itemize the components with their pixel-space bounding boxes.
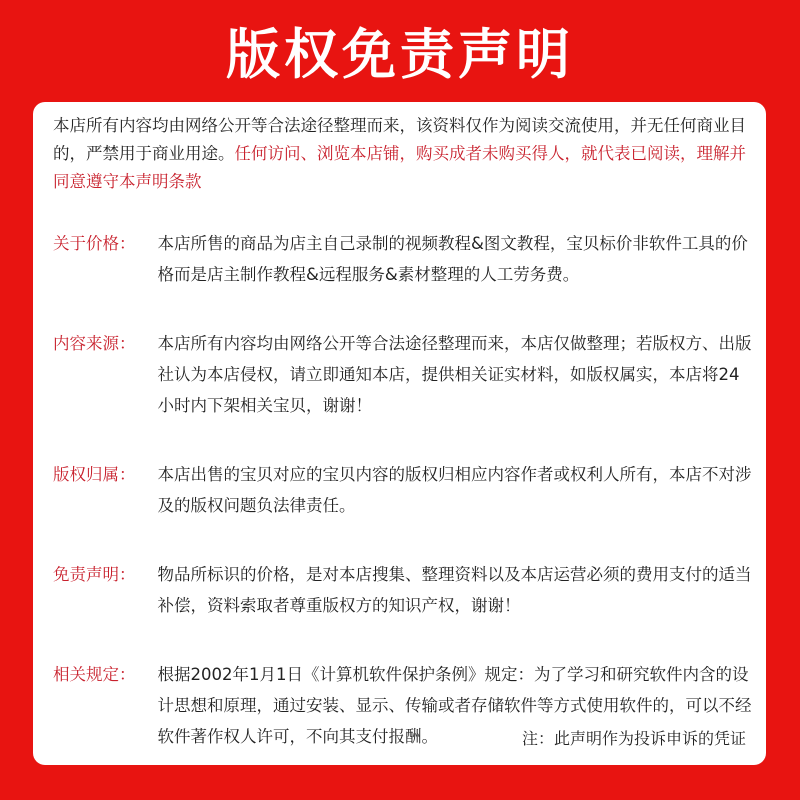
section-text: 本店所售的商品为店主自己录制的视频教程&图文教程，宝贝标价非软件工具的价格而是店主制作教程&远程服务&素材整理的人工劳务费。 (157, 234, 748, 284)
section-label: 免责声明： (53, 565, 136, 584)
section-label: 相关规定： (53, 665, 136, 684)
section-source (53, 328, 753, 421)
section-text: 本店出售的宝贝对应的宝贝内容的版权归相应内容作者或权利人所有，本店不对涉及的版权问题负法律责任。 (157, 465, 752, 515)
section-copyright (53, 459, 753, 521)
section-text: 本店所有内容均由网络公开等合法途径整理而来，本店仅做整理；若版权方、出版社认为本店侵权，请立即通知本店，提供相关证实材料，如版权属实，本店将24小时内下架相关宝贝，谢谢！ (157, 334, 752, 415)
statement-card (33, 102, 766, 765)
page-title: 版权免责声明 (226, 23, 574, 86)
intro-highlight: 任何访问、浏览本店铺，购买成者未购买得人，就代表已阅读，理解并同意遵守本声明条款 (53, 144, 746, 191)
section-text: 根据2002年1月1日《计算机软件保护条例》规定：为了学习和研究软件内含的设计思想和原理，通过安装、显示、传输或者存储软件等方式使用软件的，可以不经软件著作权人许可，不向其支付报酬。 (157, 665, 752, 746)
section-label: 内容来源： (53, 334, 136, 353)
section-text: 物品所标识的价格，是对本店搜集、整理资料以及本店运营必须的费用支付的适当补偿，资料索取者尊重版权方的知识产权，谢谢！ (157, 565, 752, 615)
section-disclaimer (53, 559, 753, 621)
footer-note: 注：此声明作为投诉申诉的凭证 (521, 729, 746, 748)
sections-list (53, 228, 753, 790)
section-price (53, 228, 753, 290)
section-label: 版权归属： (53, 465, 136, 484)
intro-paragraph (53, 112, 753, 196)
section-label: 关于价格： (53, 234, 136, 253)
intro-text: 本店所有内容均由网络公开等合法途径整理而来，该资料仅作为阅读交流使用，并无任何商业目的，严禁用于商业用途。 (53, 116, 746, 163)
